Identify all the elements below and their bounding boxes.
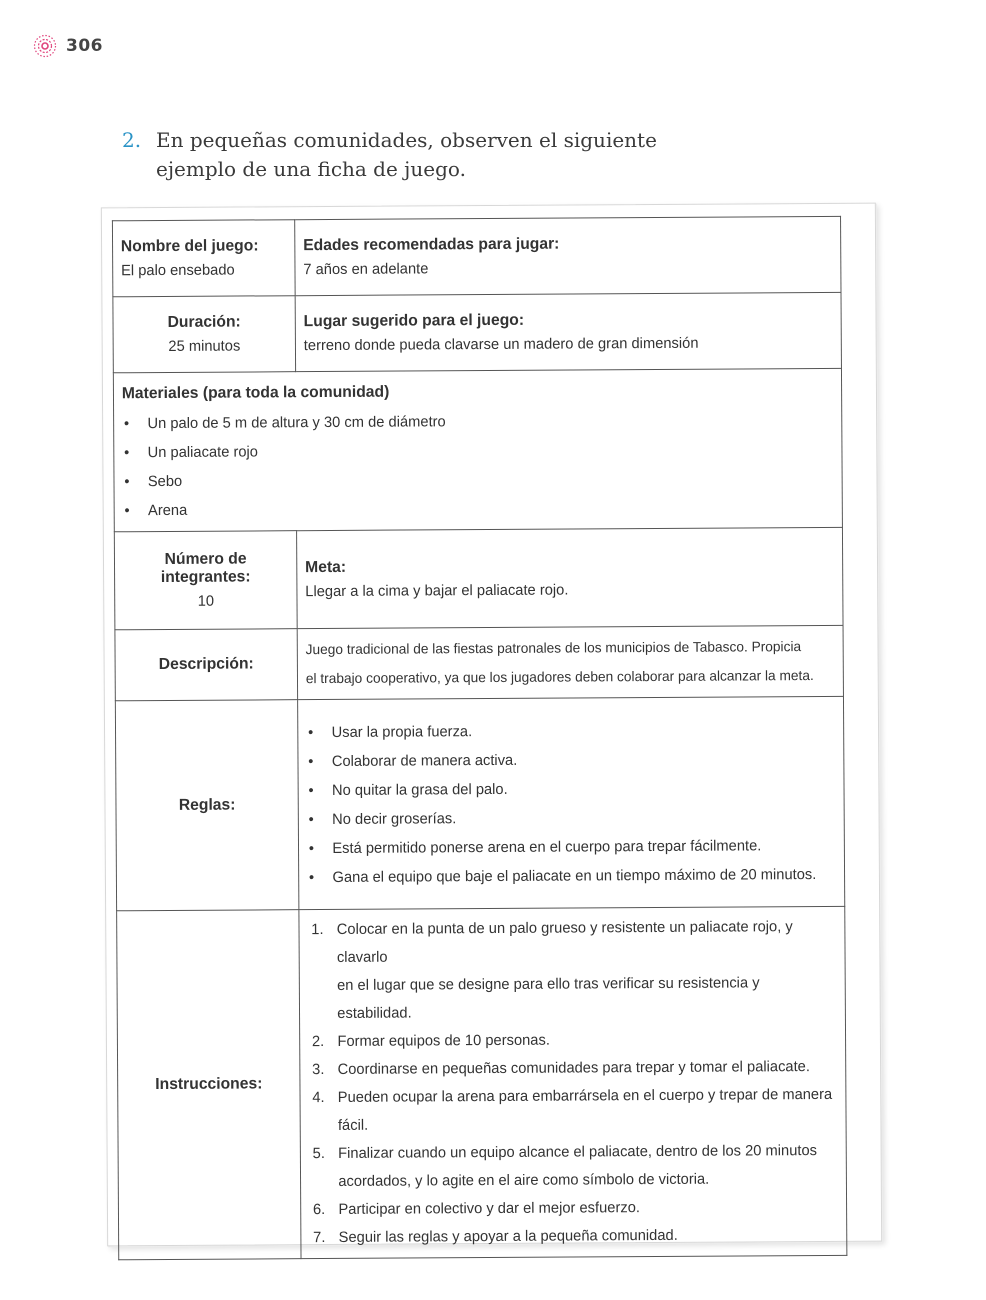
- cell-edades: [295, 216, 841, 295]
- edades-value: 7 años en adelante: [303, 260, 429, 279]
- row-reglas: [115, 696, 844, 910]
- duracion-label: Duración:: [167, 313, 241, 331]
- cell-lugar: [295, 292, 841, 371]
- materiales-list: [122, 405, 834, 525]
- meta-label: Meta:: [305, 558, 347, 577]
- row-instrucciones: [117, 906, 847, 1259]
- nombre-label: Nombre del juego:: [120, 237, 259, 256]
- list-item: • No decir groserías.: [307, 801, 836, 833]
- exercise-heading: [122, 126, 722, 184]
- heading-line-1: En pequeñas comunidades, observen el siguiente: [156, 128, 657, 152]
- cell-instrucciones-label: [117, 910, 301, 1260]
- list-item: • Está permitido ponerse arena en el cuerpo para trepar fácilmente.: [307, 830, 836, 862]
- list-item: • Sebo: [122, 463, 834, 496]
- integrantes-label: Número de integrantes:: [160, 550, 251, 587]
- list-item: 6. Participar en colectivo y dar el mejor esfuerzo.: [312, 1199, 640, 1219]
- row-materiales: [113, 368, 842, 531]
- cell-descripcion-label: [115, 629, 298, 701]
- meta-value: Llegar a la cima y bajar el paliacate rojo.: [305, 581, 569, 601]
- cell-meta: [297, 527, 843, 628]
- row-nombre-edades: [112, 216, 841, 296]
- lugar-label: Lugar sugerido para el juego:: [303, 311, 525, 331]
- instrucciones-list: [307, 913, 838, 1252]
- sun-ornament-icon: [32, 33, 58, 59]
- cell-instrucciones: [299, 906, 847, 1258]
- reglas-list: [306, 714, 836, 891]
- integrantes-value: 10: [197, 592, 215, 610]
- list-item: 2. Formar equipos de 10 personas.: [311, 1031, 550, 1051]
- list-item: • Un paliacate rojo: [122, 434, 834, 467]
- edades-label: Edades recomendadas para jugar:: [303, 235, 560, 255]
- list-item: • Un palo de 5 m de altura y 30 cm de diámetro: [122, 405, 834, 438]
- game-card-table: [112, 216, 847, 1260]
- lugar-value: terreno donde pueda clavarse un madero de gran dimensión: [303, 334, 699, 355]
- list-item: • Colaborar de manera activa.: [306, 743, 835, 775]
- row-descripcion: [115, 625, 844, 700]
- instrucciones-label: Instrucciones:: [155, 1075, 263, 1094]
- list-item: • Arena: [122, 492, 834, 525]
- cell-reglas: [298, 696, 845, 909]
- cell-materiales: [113, 368, 842, 531]
- list-item: 5. Finalizar cuando un equipo alcance el paliacate, dentro de los 20 minutos acordados, y lo agite en el aire como símbolo de victoria.: [312, 1142, 818, 1190]
- cell-descripcion: [297, 625, 843, 699]
- list-item: • Gana el equipo que baje el paliacate en un tiempo máximo de 20 minutos.: [307, 859, 836, 891]
- duracion-value: 25 minutos: [168, 337, 241, 355]
- cell-integrantes: [114, 531, 297, 630]
- cell-reglas-label: [115, 700, 299, 911]
- game-card-sheet: [101, 203, 882, 1247]
- cell-duracion: [113, 296, 296, 373]
- nombre-value: El palo ensebado: [120, 261, 235, 280]
- reglas-label: Reglas:: [178, 796, 236, 814]
- exercise-number: 2.: [122, 128, 142, 152]
- row-duracion-lugar: [113, 292, 842, 372]
- cell-nombre: [112, 220, 295, 297]
- list-item: 1. Colocar en la punta de un palo grueso y resistente un paliacate rojo, y clavarlo en el lugar que se designe para ello tras verificar su resistencia y estabilidad.: [311, 918, 793, 1022]
- list-item: • Usar la propia fuerza.: [306, 714, 835, 746]
- list-item: 4. Pueden ocupar la arena para embarrársela en el cuerpo y trepar de manera fácil.: [312, 1085, 833, 1134]
- heading-line-2: ejemplo de una ficha de juego.: [156, 157, 466, 181]
- descripcion-line-2: el trabajo cooperativo, ya que los jugadores deben colaborar para alcanzar la meta.: [305, 667, 814, 687]
- page-number: 306: [66, 36, 103, 56]
- list-item: 7. Seguir las reglas y apoyar a la pequeña comunidad.: [313, 1226, 678, 1247]
- page-number-block: [32, 32, 103, 60]
- descripcion-label: Descripción:: [158, 655, 254, 674]
- list-item: 3. Coordinarse en pequeñas comunidades para trepar y tomar el paliacate.: [312, 1058, 810, 1079]
- descripcion-line-1: Juego tradicional de las fiestas patronales de los municipios de Tabasco. Propicia: [305, 638, 802, 658]
- materiales-label: Materiales (para toda la comunidad): [121, 383, 390, 403]
- row-integrantes-meta: [114, 527, 843, 629]
- list-item: • No quitar la grasa del palo.: [306, 772, 835, 804]
